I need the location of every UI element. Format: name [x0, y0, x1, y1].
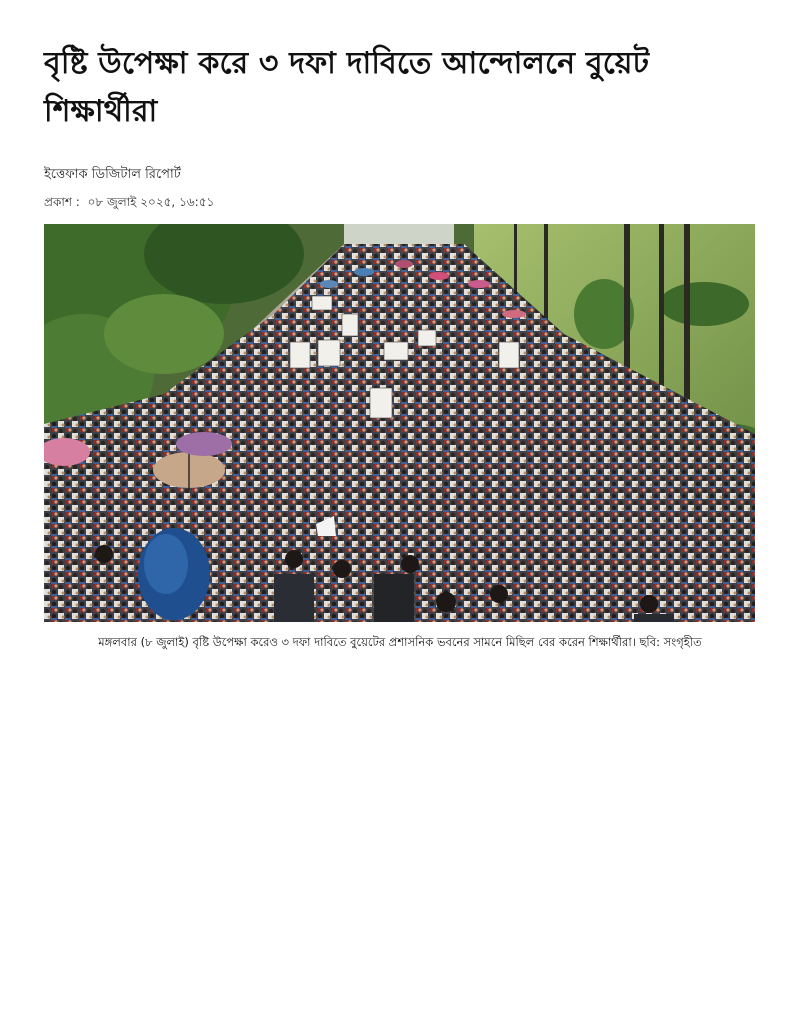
article-byline[interactable]: ইত্তেফাক ডিজিটাল রিপোর্ট — [44, 167, 181, 182]
article — [44, 40, 756, 650]
article-photo — [44, 224, 755, 622]
publish-label: প্রকাশ : — [44, 195, 80, 209]
publish-info — [44, 194, 756, 210]
publish-datetime: ০৮ জুলাই ২০২৫, ১৬:৫১ — [87, 195, 215, 209]
photo-caption: মঙ্গলবার (৮ জুলাই) বৃষ্টি উপেক্ষা করেও ৩ দফা দাবিতে বুয়েটের প্রশাসনিক ভবনের সামনে মিছিল বের করেন শিক্ষার্থীরা। ছবি: সংগৃহীত — [98, 635, 702, 649]
article-headline: বৃষ্টি উপেক্ষা করে ৩ দফা দাবিতে আন্দোলনে বুয়েট শিক্ষার্থীরা — [44, 46, 650, 129]
